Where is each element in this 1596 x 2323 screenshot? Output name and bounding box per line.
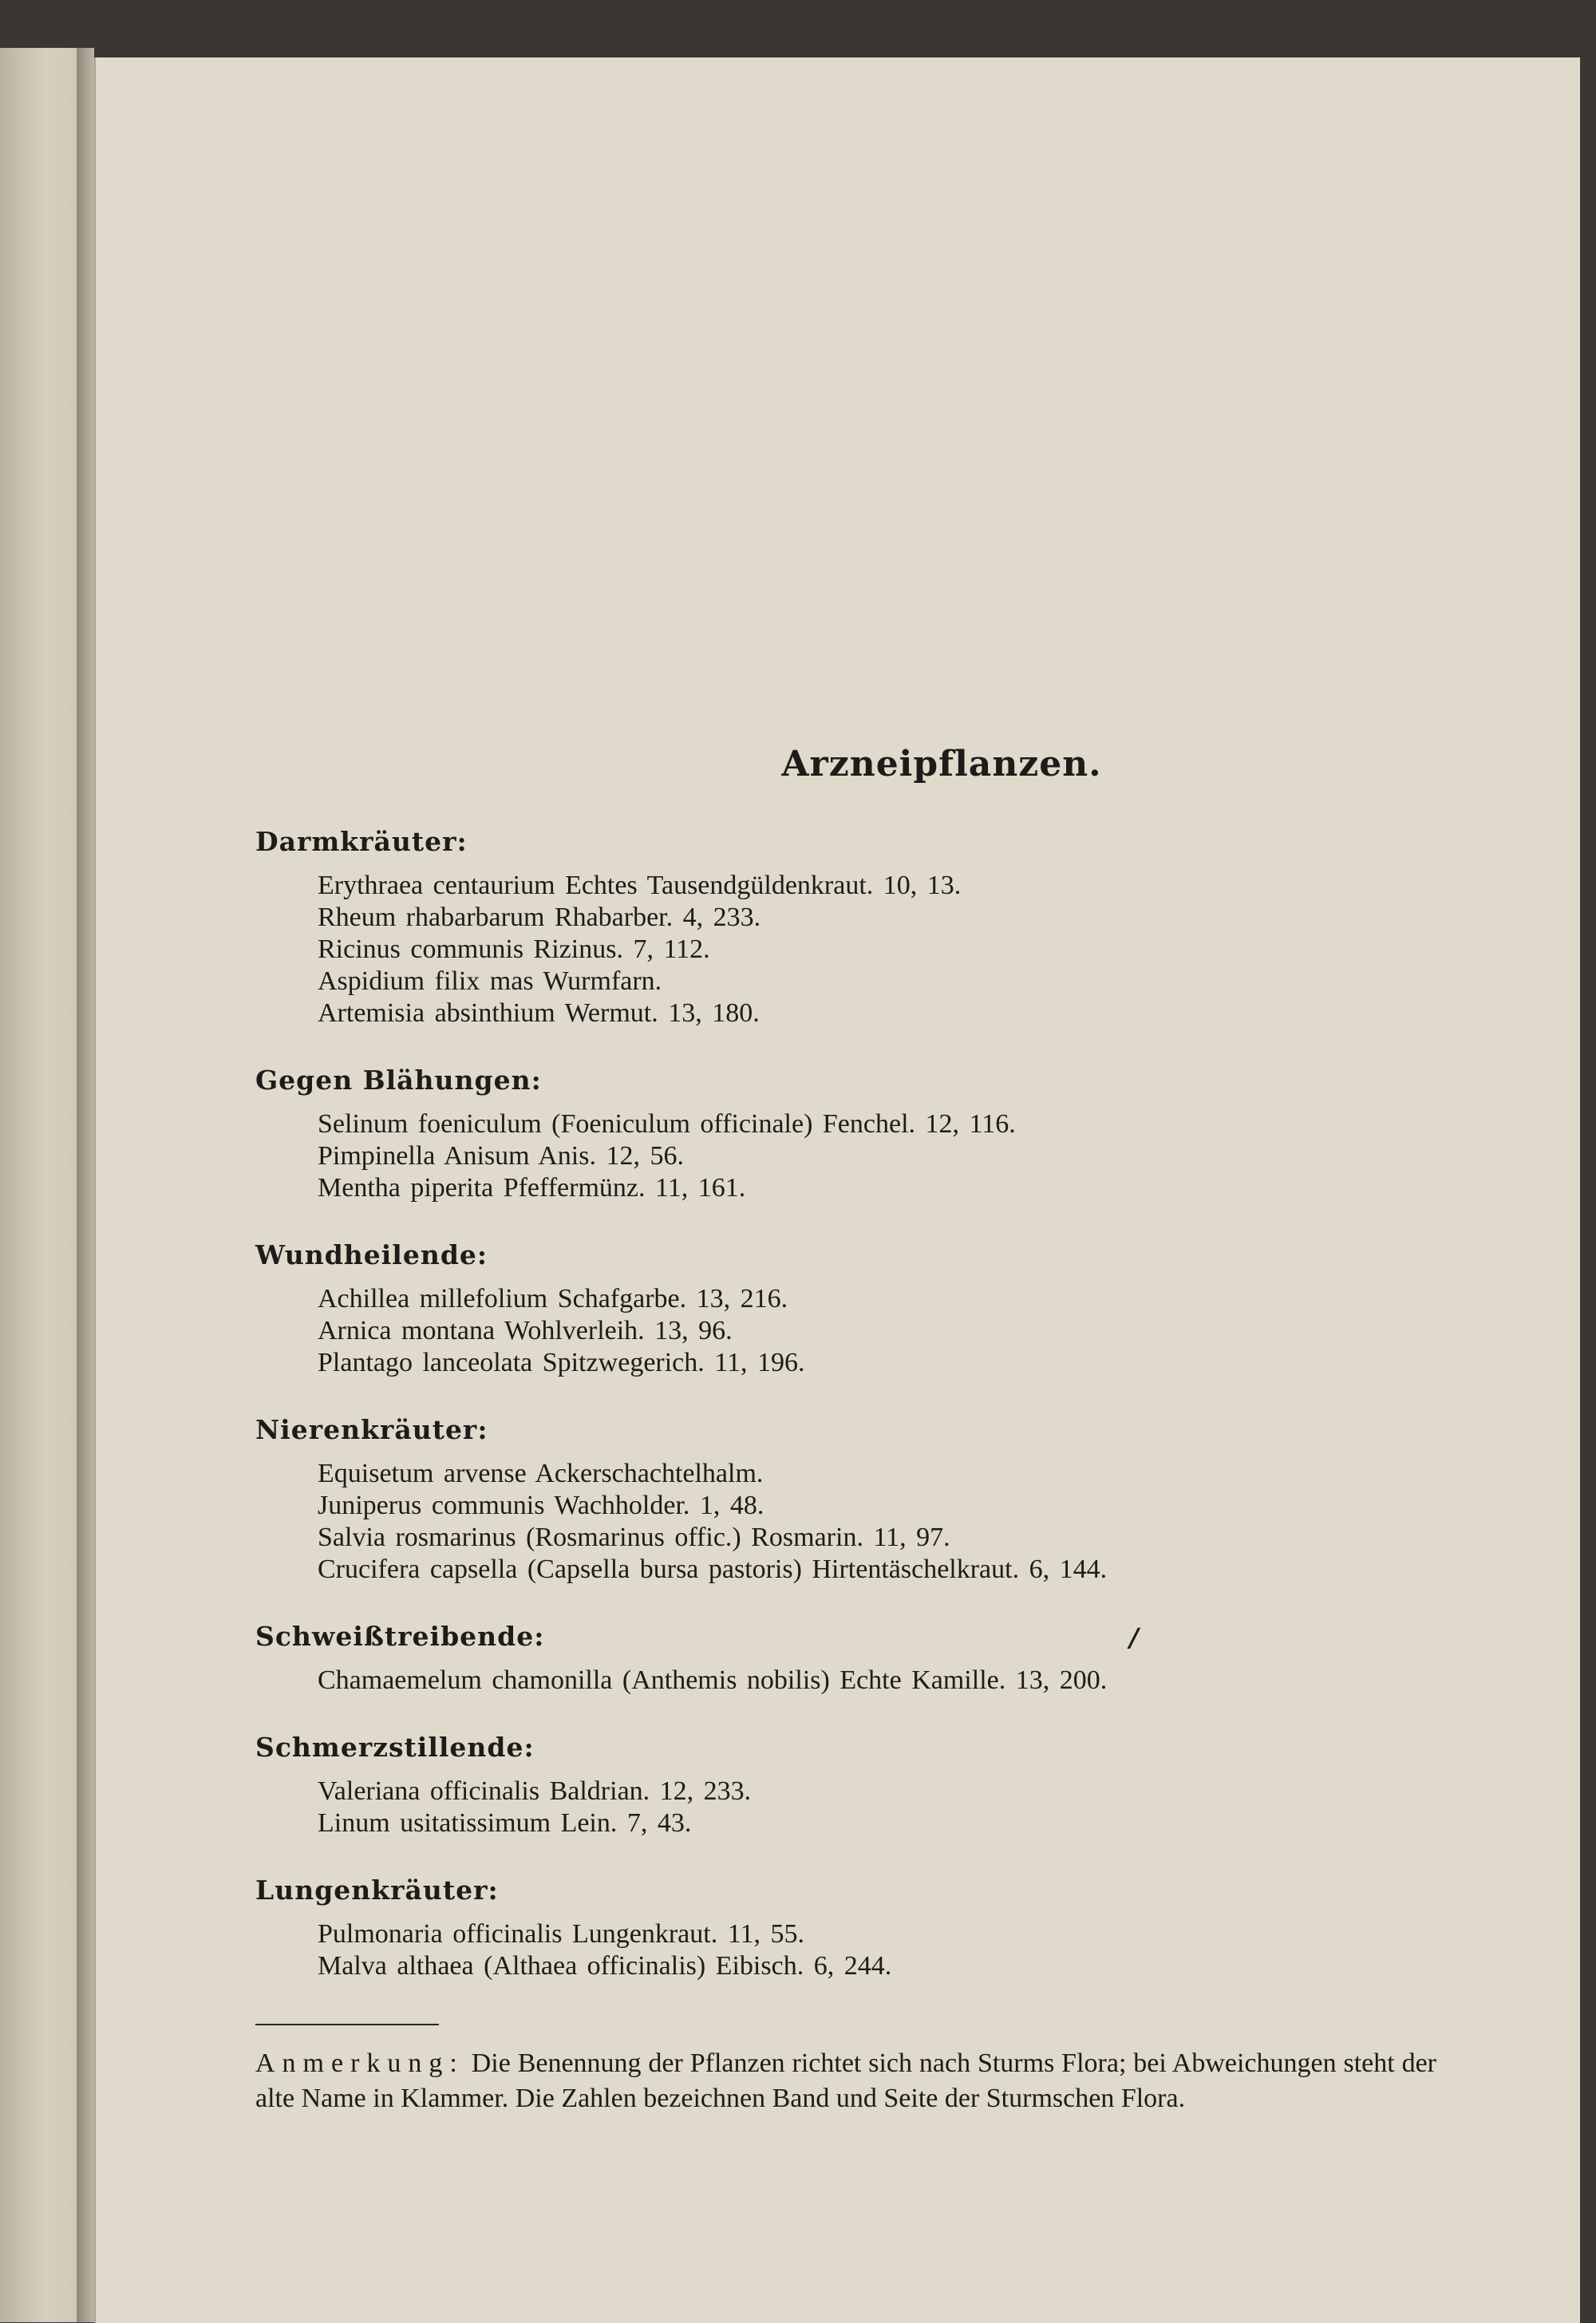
plant-entry: Selinum foeniculum (Foeniculum officinale) Fenchel. 12, 116. xyxy=(318,1109,1016,1139)
plant-entry: Erythraea centaurium Echtes Tausendgüldenkraut. 10, 13. xyxy=(318,871,962,900)
section-heading: Wundheilende: xyxy=(255,1239,488,1270)
plant-entry: Ricinus communis Rizinus. 7, 112. xyxy=(318,934,710,964)
footnote-text: Die Benennung der Pflanzen richtet sich nach Sturms Flora; bei Abweichungen steht der alte Name in Klammer. Die Zahlen bezeichnen Band und Seite der Sturmschen Flora. xyxy=(255,2048,1436,2113)
plant-entry: Mentha piperita Pfeffermünz. 11, 161. xyxy=(318,1173,746,1203)
facing-page-edge xyxy=(0,48,77,2322)
section-heading: Lungenkräuter: xyxy=(255,1875,499,1906)
plant-entry: Equisetum arvense Ackerschachtelhalm. xyxy=(318,1459,764,1488)
footnote-rule xyxy=(255,2024,439,2025)
plant-entry: Linum usitatissimum Lein. 7, 43. xyxy=(318,1808,692,1838)
footnote-label: Anmerkung: xyxy=(255,2048,464,2078)
book-page xyxy=(94,57,1580,2323)
section-heading: Gegen Blähungen: xyxy=(255,1065,542,1096)
plant-entry: Rheum rhabarbarum Rhabarber. 4, 233. xyxy=(318,903,761,932)
plant-entry: Crucifera capsella (Capsella bursa pastoris) Hirtentäschelkraut. 6, 144. xyxy=(318,1555,1108,1584)
section-heading xyxy=(255,1621,1500,1652)
plant-entry: Salvia rosmarinus (Rosmarinus offic.) Rosmarin. 11, 97. xyxy=(318,1523,950,1552)
pencil-mark: / xyxy=(1129,1622,1140,1653)
plant-entry: Artemisia absinthium Wermut. 13, 180. xyxy=(318,998,760,1028)
plant-entry: Malva althaea (Althaea officinalis) Eibisch. 6, 244. xyxy=(318,1951,892,1981)
plant-entry: Plantago lanceolata Spitzwegerich. 11, 196. xyxy=(318,1348,805,1377)
section-schweisstreibende xyxy=(255,1621,1500,1697)
plant-entry: Arnica montana Wohlverleih. 13, 96. xyxy=(318,1316,733,1345)
section-schmerzstillende xyxy=(255,1732,1500,1839)
plant-entry: Aspidium filix mas Wurmfarn. xyxy=(318,966,662,996)
page-content xyxy=(255,744,1500,2116)
plant-entry: Chamaemelum chamonilla (Anthemis nobilis) Echte Kamille. 13, 200. xyxy=(318,1665,1108,1695)
section-heading: Darmkräuter: xyxy=(255,826,468,857)
book-gutter xyxy=(77,48,94,2322)
section-wundheilende xyxy=(255,1239,1500,1379)
footnote xyxy=(255,2046,1436,2116)
plant-entry: Juniperus communis Wachholder. 1, 48. xyxy=(318,1491,764,1520)
section-heading-label: Schweißtreibende: xyxy=(255,1621,545,1652)
page-title: Arzneipflanzen. xyxy=(781,744,1102,784)
plant-entry: Pimpinella Anisum Anis. 12, 56. xyxy=(318,1141,684,1171)
section-darmkraeuter xyxy=(255,826,1500,1029)
section-nierenkraeuter xyxy=(255,1414,1500,1586)
section-heading: Schmerzstillende: xyxy=(255,1732,535,1763)
plant-entry: Valeriana officinalis Baldrian. 12, 233. xyxy=(318,1776,752,1806)
section-lungenkraeuter xyxy=(255,1875,1500,1982)
plant-entry: Pulmonaria officinalis Lungenkraut. 11, 55. xyxy=(318,1919,804,1949)
plant-entry: Achillea millefolium Schafgarbe. 13, 216. xyxy=(318,1284,788,1314)
section-gegen-blaehungen xyxy=(255,1065,1500,1204)
section-heading: Nierenkräuter: xyxy=(255,1414,488,1445)
